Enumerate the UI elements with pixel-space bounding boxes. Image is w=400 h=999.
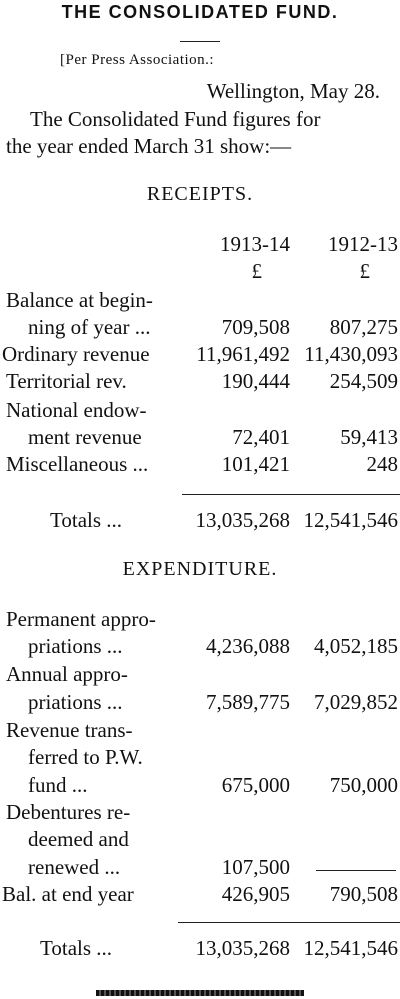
table-row xyxy=(0,773,400,800)
intro-line: the year ended March 31 show:— xyxy=(6,134,292,158)
total-1913-14: 13,035,268 xyxy=(195,936,290,960)
value-1912-13: 750,000 xyxy=(329,773,398,797)
value-1913-14: 426,905 xyxy=(221,882,290,906)
table-row xyxy=(0,634,400,661)
row-label: renewed ... xyxy=(28,855,121,879)
intro-paragraph xyxy=(6,106,400,160)
value-1913-14: 11,961,492 xyxy=(196,342,290,366)
table-row xyxy=(0,745,400,772)
row-label: ment revenue xyxy=(28,425,142,449)
row-label: Balance at begin- xyxy=(6,288,153,312)
table-row xyxy=(0,882,400,909)
column-end-rule xyxy=(96,990,304,996)
value-1913-14: 675,000 xyxy=(221,773,290,797)
column-header: 1913-14 xyxy=(220,232,290,256)
table-row xyxy=(0,855,400,882)
table-row xyxy=(0,607,400,634)
row-label: Permanent appro- xyxy=(6,607,156,631)
table-row xyxy=(0,800,400,827)
total-1912-13: 12,541,546 xyxy=(303,936,398,960)
expenditure-heading: EXPENDITURE. xyxy=(122,558,278,580)
table-row xyxy=(0,718,400,745)
value-1912-13: 807,275 xyxy=(329,315,398,339)
table-row xyxy=(0,369,400,396)
table-row xyxy=(0,315,400,342)
row-label: Debentures re- xyxy=(6,800,131,824)
value-1913-14: 190,444 xyxy=(221,369,290,393)
table-row xyxy=(0,288,400,315)
headline: THE CONSOLIDATED FUND. xyxy=(61,2,339,22)
byline: [Per Press Association.: xyxy=(60,52,215,68)
totals-label: Totals ... xyxy=(40,936,113,960)
value-1912-13: 790,508 xyxy=(329,882,398,906)
value-1912-13: 4,052,185 xyxy=(314,634,398,658)
currency-unit: £ xyxy=(359,259,370,283)
totals-label: Totals ... xyxy=(50,508,123,532)
receipts-heading: RECEIPTS. xyxy=(146,183,254,205)
value-1913-14: 709,508 xyxy=(221,315,290,339)
value-1912-13: 59,413 xyxy=(340,425,398,449)
value-1912-13: 248 xyxy=(366,452,398,476)
table-row xyxy=(0,425,400,452)
headline-rule xyxy=(180,41,220,42)
table-row xyxy=(0,662,400,689)
table-row xyxy=(0,452,400,479)
totals-row xyxy=(0,936,400,963)
table-row xyxy=(0,690,400,717)
nil-dash xyxy=(316,870,396,871)
row-label: Ordinary revenue xyxy=(2,342,150,366)
row-label: Bal. at end year xyxy=(2,882,134,906)
row-label: Revenue trans- xyxy=(6,718,133,742)
table-row xyxy=(0,342,400,369)
row-label: priations ... xyxy=(28,690,123,714)
row-label: Territorial rev. xyxy=(6,369,127,393)
value-1913-14: 107,500 xyxy=(221,855,290,879)
column-header: 1912-13 xyxy=(328,232,398,256)
totals-rule xyxy=(178,922,400,923)
value-1912-13: 254,509 xyxy=(329,369,398,393)
total-1912-13: 12,541,546 xyxy=(303,508,398,532)
row-label: priations ... xyxy=(28,634,123,658)
currency-unit: £ xyxy=(251,259,262,283)
value-1912-13: 7,029,852 xyxy=(314,690,398,714)
table-row xyxy=(0,827,400,854)
row-label: ning of year ... xyxy=(28,315,151,339)
intro-line: The Consolidated Fund figures for xyxy=(30,107,321,131)
value-1912-13: 11,430,093 xyxy=(304,342,398,366)
row-label: Annual appro- xyxy=(6,662,128,686)
row-label: National endow- xyxy=(6,398,147,422)
value-1913-14: 4,236,088 xyxy=(206,634,290,658)
value-1913-14: 101,421 xyxy=(221,452,290,476)
row-label: ferred to P.W. xyxy=(28,745,143,769)
value-1913-14: 72,401 xyxy=(232,425,290,449)
row-label: fund ... xyxy=(28,773,88,797)
value-1913-14: 7,589,775 xyxy=(206,690,290,714)
total-1913-14: 13,035,268 xyxy=(195,508,290,532)
totals-rule xyxy=(182,494,400,495)
totals-row xyxy=(0,508,400,535)
row-label: Miscellaneous ... xyxy=(6,452,149,476)
row-label: deemed and xyxy=(28,827,129,851)
table-row xyxy=(0,398,400,425)
dateline: Wellington, May 28. xyxy=(206,79,380,103)
